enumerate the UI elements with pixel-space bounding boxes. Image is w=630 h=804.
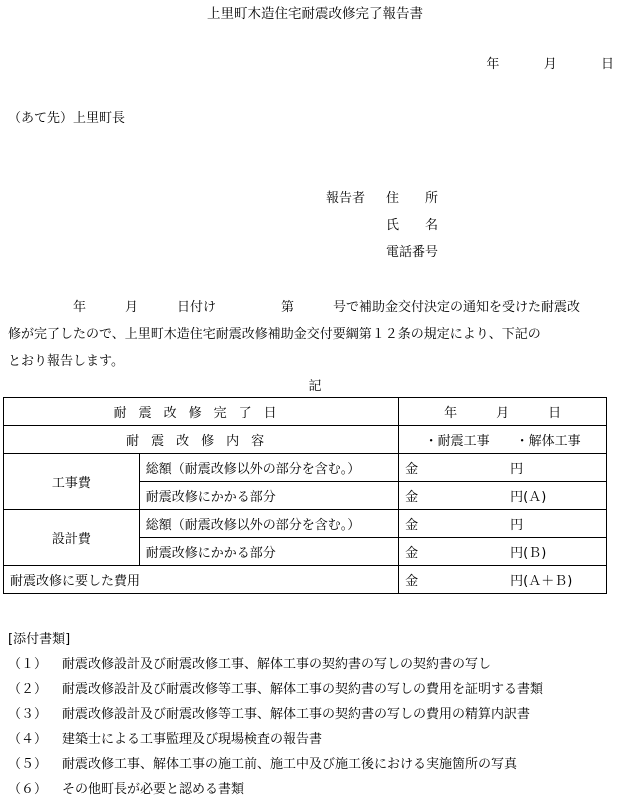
yen-a-label: 円(Ａ) (510, 490, 547, 505)
date-year-label: 年 (486, 57, 500, 72)
reporter-address-label: 住 所 (386, 191, 439, 206)
design-seismic-label: 耐震改修にかかる部分 (139, 538, 398, 566)
completion-date-label: 耐震改修完了日 (4, 398, 399, 426)
attachments-list (8, 653, 630, 803)
construction-total-amount (399, 454, 607, 482)
content-label: 耐震改修内容 (4, 426, 399, 454)
completion-date-value: 年 月 日 (399, 398, 607, 426)
ki-heading: 記 (308, 379, 322, 394)
kin-label: 金 (405, 518, 419, 533)
list-item (8, 728, 630, 753)
attachment-number: （３） (8, 707, 48, 722)
body-line: とおり報告します。 (8, 354, 124, 369)
design-total-amount (399, 510, 607, 538)
kin-label: 金 (405, 490, 419, 505)
report-table (3, 397, 607, 594)
yen-ab-label: 円(Ａ＋Ｂ) (510, 574, 573, 589)
body-line: 修が完了したので、上里町木造住宅耐震改修補助金交付要綱第１２条の規定により、下記の (8, 327, 541, 342)
attachment-text: 建築士による工事監理及び現場検査の報告書 (62, 732, 323, 747)
attachment-text: 耐震改修工事、解体工事の施工前、施工中及び施工後における実施箇所の写真 (62, 757, 518, 772)
construction-total-label: 総額（耐震改修以外の部分を含む。） (139, 454, 398, 482)
attachment-number: （２） (8, 682, 48, 697)
attachment-number: （４） (8, 732, 48, 747)
attachment-number: （５） (8, 757, 48, 772)
attachment-text: 耐震改修設計及び耐震改修等工事、解体工事の契約書の写しの費用の精算内訳書 (62, 707, 531, 722)
attachment-number: （６） (8, 782, 48, 797)
table-row (4, 454, 607, 482)
kin-label: 金 (405, 574, 419, 589)
attachments-heading: [添付書類] (8, 632, 71, 647)
attachment-text: 耐震改修設計及び耐震改修工事、解体工事の契約書の写しの契約書の写し (62, 657, 492, 672)
yen-label: 円 (510, 518, 524, 533)
list-item (8, 778, 630, 803)
construction-cost-label: 工事費 (4, 454, 140, 510)
required-cost-label: 耐震改修に要した費用 (4, 566, 399, 594)
required-cost-amount (399, 566, 607, 594)
table-row (4, 398, 607, 426)
design-seismic-amount (399, 538, 607, 566)
reporter-phone-label: 電話番号 (386, 245, 439, 260)
table-row (4, 510, 607, 538)
table-row (4, 566, 607, 594)
kin-label: 金 (405, 546, 419, 561)
reporter-block (326, 187, 616, 268)
list-item (8, 678, 630, 703)
body-paragraph (8, 294, 624, 375)
construction-seismic-label: 耐震改修にかかる部分 (139, 482, 398, 510)
reporter-label: 報告者 (326, 191, 366, 206)
design-total-label: 総額（耐震改修以外の部分を含む。） (139, 510, 398, 538)
addressee: （あて先）上里町長 (8, 111, 126, 126)
construction-seismic-amount (399, 482, 607, 510)
attachment-number: （１） (8, 657, 48, 672)
table-row (4, 426, 607, 454)
date-month-label: 月 (543, 57, 557, 72)
list-item (8, 653, 630, 678)
yen-b-label: 円(Ｂ) (510, 546, 547, 561)
list-item (8, 753, 630, 778)
document-title: 上里町木造住宅耐震改修完了報告書 (207, 6, 423, 22)
body-line: 年 月 日付け 第 号で補助金交付決定の通知を受けた耐震改 (8, 300, 581, 315)
reporter-name-label: 氏 名 (386, 218, 439, 233)
list-item (8, 703, 630, 728)
content-value: ・耐震工事 ・解体工事 (399, 426, 607, 454)
attachment-text: その他町長が必要と認める書類 (62, 782, 245, 797)
kin-label: 金 (405, 462, 419, 477)
report-date (486, 53, 614, 72)
attachment-text: 耐震改修設計及び耐震改修等工事、解体工事の契約書の写しの費用を証明する書類 (62, 682, 544, 697)
date-day-label: 日 (600, 57, 614, 72)
yen-label: 円 (510, 462, 524, 477)
design-cost-label: 設計費 (4, 510, 140, 566)
